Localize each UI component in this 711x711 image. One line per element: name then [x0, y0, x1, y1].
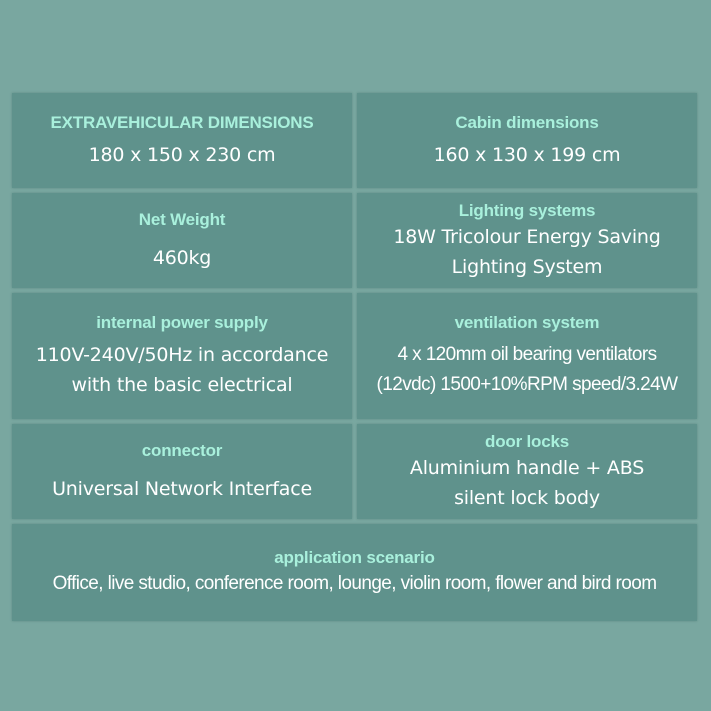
spec-title: internal power supply [96, 313, 268, 332]
spec-title: EXTRAVEHICULAR DIMENSIONS [50, 112, 314, 132]
spec-title: ventilation system [454, 313, 600, 332]
spec-value: Office, live studio, conference room, lounge, violin room, flower and bird room [52, 572, 657, 594]
spec-cell-extravehicular-dimensions [12, 93, 352, 188]
spec-title: connector [141, 440, 223, 460]
spec-title: door locks [485, 431, 569, 451]
spec-table [12, 93, 697, 621]
spec-value: 460kg [152, 246, 212, 269]
spec-title: Net Weight [138, 209, 226, 229]
spec-cell-cabin-dimensions [357, 93, 697, 188]
spec-value: Aluminium handle + ABS silent lock body [409, 456, 645, 509]
spec-cell-lighting-systems [357, 193, 697, 288]
spec-cell-ventilation-system [357, 293, 697, 419]
spec-value: Universal Network Interface [52, 477, 312, 500]
spec-value: 180 x 150 x 230 cm [88, 143, 276, 166]
spec-value: 160 x 130 x 199 cm [433, 143, 621, 166]
spec-cell-net-weight [12, 193, 352, 288]
spec-value: 110V-240V/50Hz in accordance with the basic electrical [35, 344, 329, 396]
spec-cell-door-locks [357, 424, 697, 519]
spec-cell-application-scenario [12, 524, 697, 621]
spec-value: 18W Tricolour Energy Saving Lighting System [393, 225, 661, 278]
spec-cell-internal-power-supply [12, 293, 352, 419]
spec-value: 4 x 120mm oil bearing ventilators (12vdc) 1500+10%RPM speed/3.24W [376, 344, 678, 395]
spec-title: Lighting systems [458, 200, 596, 220]
spec-cell-connector [12, 424, 352, 519]
spec-title: application scenario [274, 547, 435, 567]
spec-title: Cabin dimensions [455, 112, 599, 132]
